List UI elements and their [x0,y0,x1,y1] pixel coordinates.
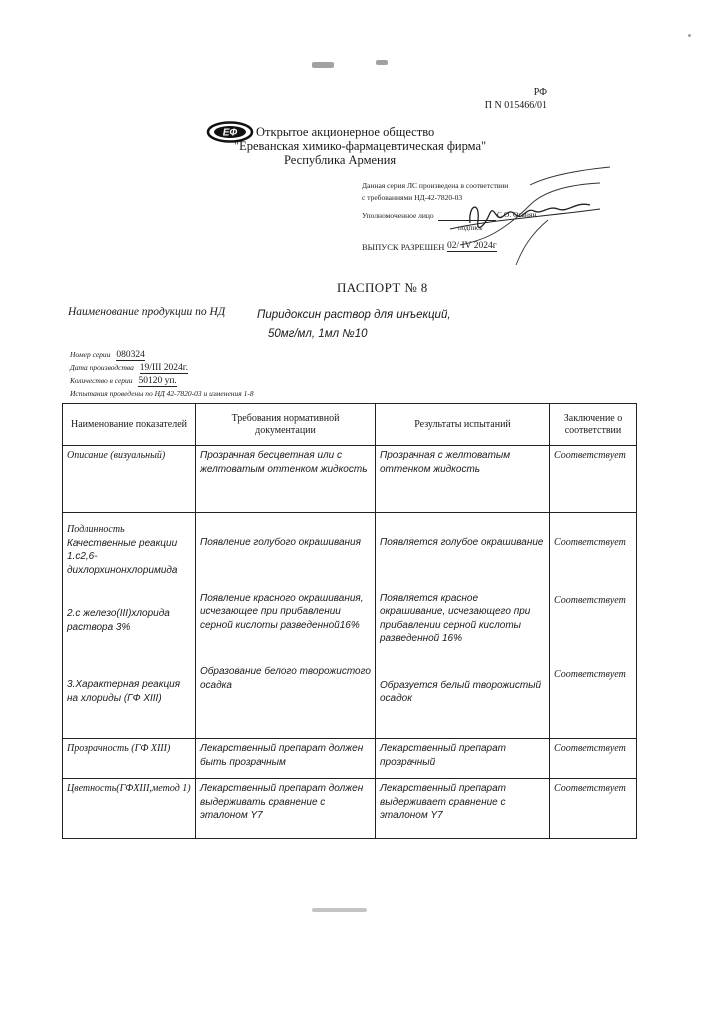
scan-smudge-bottom [312,908,367,912]
date-row [70,363,188,373]
cell-conclusion: Соответствует [550,446,637,513]
cell-result: Лекарственный препарат прозрачный [376,739,550,779]
registration-number: П N 015466/01 [484,100,547,111]
cell-indicator-group [63,513,196,739]
authorized-label: Уполномоченное лицо [362,211,434,220]
scan-smudge-top-2 [376,60,388,65]
results-table [62,403,637,839]
header-result: Результаты испытаний [376,404,550,446]
cell-conclusion: Соответствует [550,739,637,779]
product-name [257,306,451,344]
cert-line-1: Данная серия ЛС произведена в соответствии [362,181,509,190]
product-name-line-1: Пиридоксин раствор для инъекций, [257,309,451,321]
cert-line-2: с требованиями НД-42-7820-03 [362,193,463,202]
cell-indicator: Описание (визуальный) [63,446,196,513]
date-label: Дата производства [70,363,134,372]
cell-conclusion-group [550,513,637,739]
header-indicator: Наименование показателей [63,404,196,446]
org-line-1: Открытое акционерное общество [256,125,435,139]
req-sub-2: Появление красного окрашивания, исчезающее при прибавлении серной кислоты разведенной16% [200,592,364,631]
cell-requirement: Прозрачная бесцветная или с желтоватым оттенком жидкость [196,446,376,513]
table-row [63,513,637,739]
req-sub-1: Появление голубого окрашивания [200,537,361,548]
table-row [63,739,637,779]
cell-requirement: Лекарственный препарат должен выдерживать сравнение с эталоном Y7 [196,779,376,839]
qty-value: 50120 уп. [138,376,177,386]
conc-sub-1: Соответствует [554,537,626,548]
organization-block [234,125,487,167]
req-sub-3: Образование белого творожистого осадка [200,666,371,691]
conc-sub-3: Соответствует [554,669,626,680]
conc-sub-2: Соответствует [554,594,626,606]
qty-label: Количество в серии [70,376,133,385]
table-row [63,446,637,513]
res-sub-3: Образуется белый творожистый осадок [380,679,542,704]
signature-scribble [430,165,620,270]
table-row [63,779,637,839]
passport-title: ПАСПОРТ № 8 [337,280,428,295]
date-value: 19/III 2024г. [139,363,188,373]
authorized-name: С.О. Оганян [497,210,537,219]
series-label: Номер серии [70,350,111,359]
cell-conclusion: Соответствует [550,779,637,839]
logo-text: ЕФ [222,127,238,139]
identity-sub-3: 3.Характерная реакция на хлориды (ГФ XIII) [67,679,181,704]
product-name-line-2: 50мг/мл, 1мл №10 [268,328,368,340]
qty-row [70,376,177,386]
cell-requirement: Лекарственный препарат должен быть прозрачным [196,739,376,779]
cell-requirement-group [196,513,376,739]
identity-sub-2: 2.с железо(III)хлорида раствора 3% [67,608,170,633]
org-line-2: "Ереванская химико-фармацевтическая фирма" [234,139,487,153]
header-requirement: Требования нормативной документации [196,404,376,446]
org-line-3: Республика Армения [284,153,397,167]
cell-result: Прозрачная с желтоватым оттенком жидкость [376,446,550,513]
tests-note: Испытания проведены по НД 42-7820-03 и изменения 1-8 [70,389,254,398]
scan-mark-corner [688,34,691,37]
header-conclusion: Заключение о соответствии [550,404,637,446]
series-row [70,350,145,360]
identity-sub-1: Качественные реакции 1.с2,6-дихлорхинонхлоримида [67,537,178,576]
scan-smudge-top [312,62,334,68]
res-sub-2: Появляется красное окрашивание, исчезающего при прибавлении серной кислоты разведенной 16% [380,592,531,644]
res-sub-1: Появляется голубое окрашивание [380,537,544,548]
cell-result: Лекарственный препарат выдерживает сравнение с эталоном Y7 [376,779,550,839]
signature-caption: подпись [458,224,483,232]
identity-heading: Подлинность [67,524,125,535]
series-value: 080324 [116,350,145,360]
product-label: Наименование продукции по НД [68,306,226,318]
cell-result-group [376,513,550,739]
cell-indicator: Прозрачность (ГФ XIII) [63,739,196,779]
release-label: ВЫПУСК РАЗРЕШЕН [362,242,445,252]
registration-country: РФ [533,87,547,98]
cell-indicator: Цветность(ГФXIII,метод 1) [63,779,196,839]
release-date: 02/ IV 2024г [447,241,497,251]
table-header-row [63,404,637,446]
